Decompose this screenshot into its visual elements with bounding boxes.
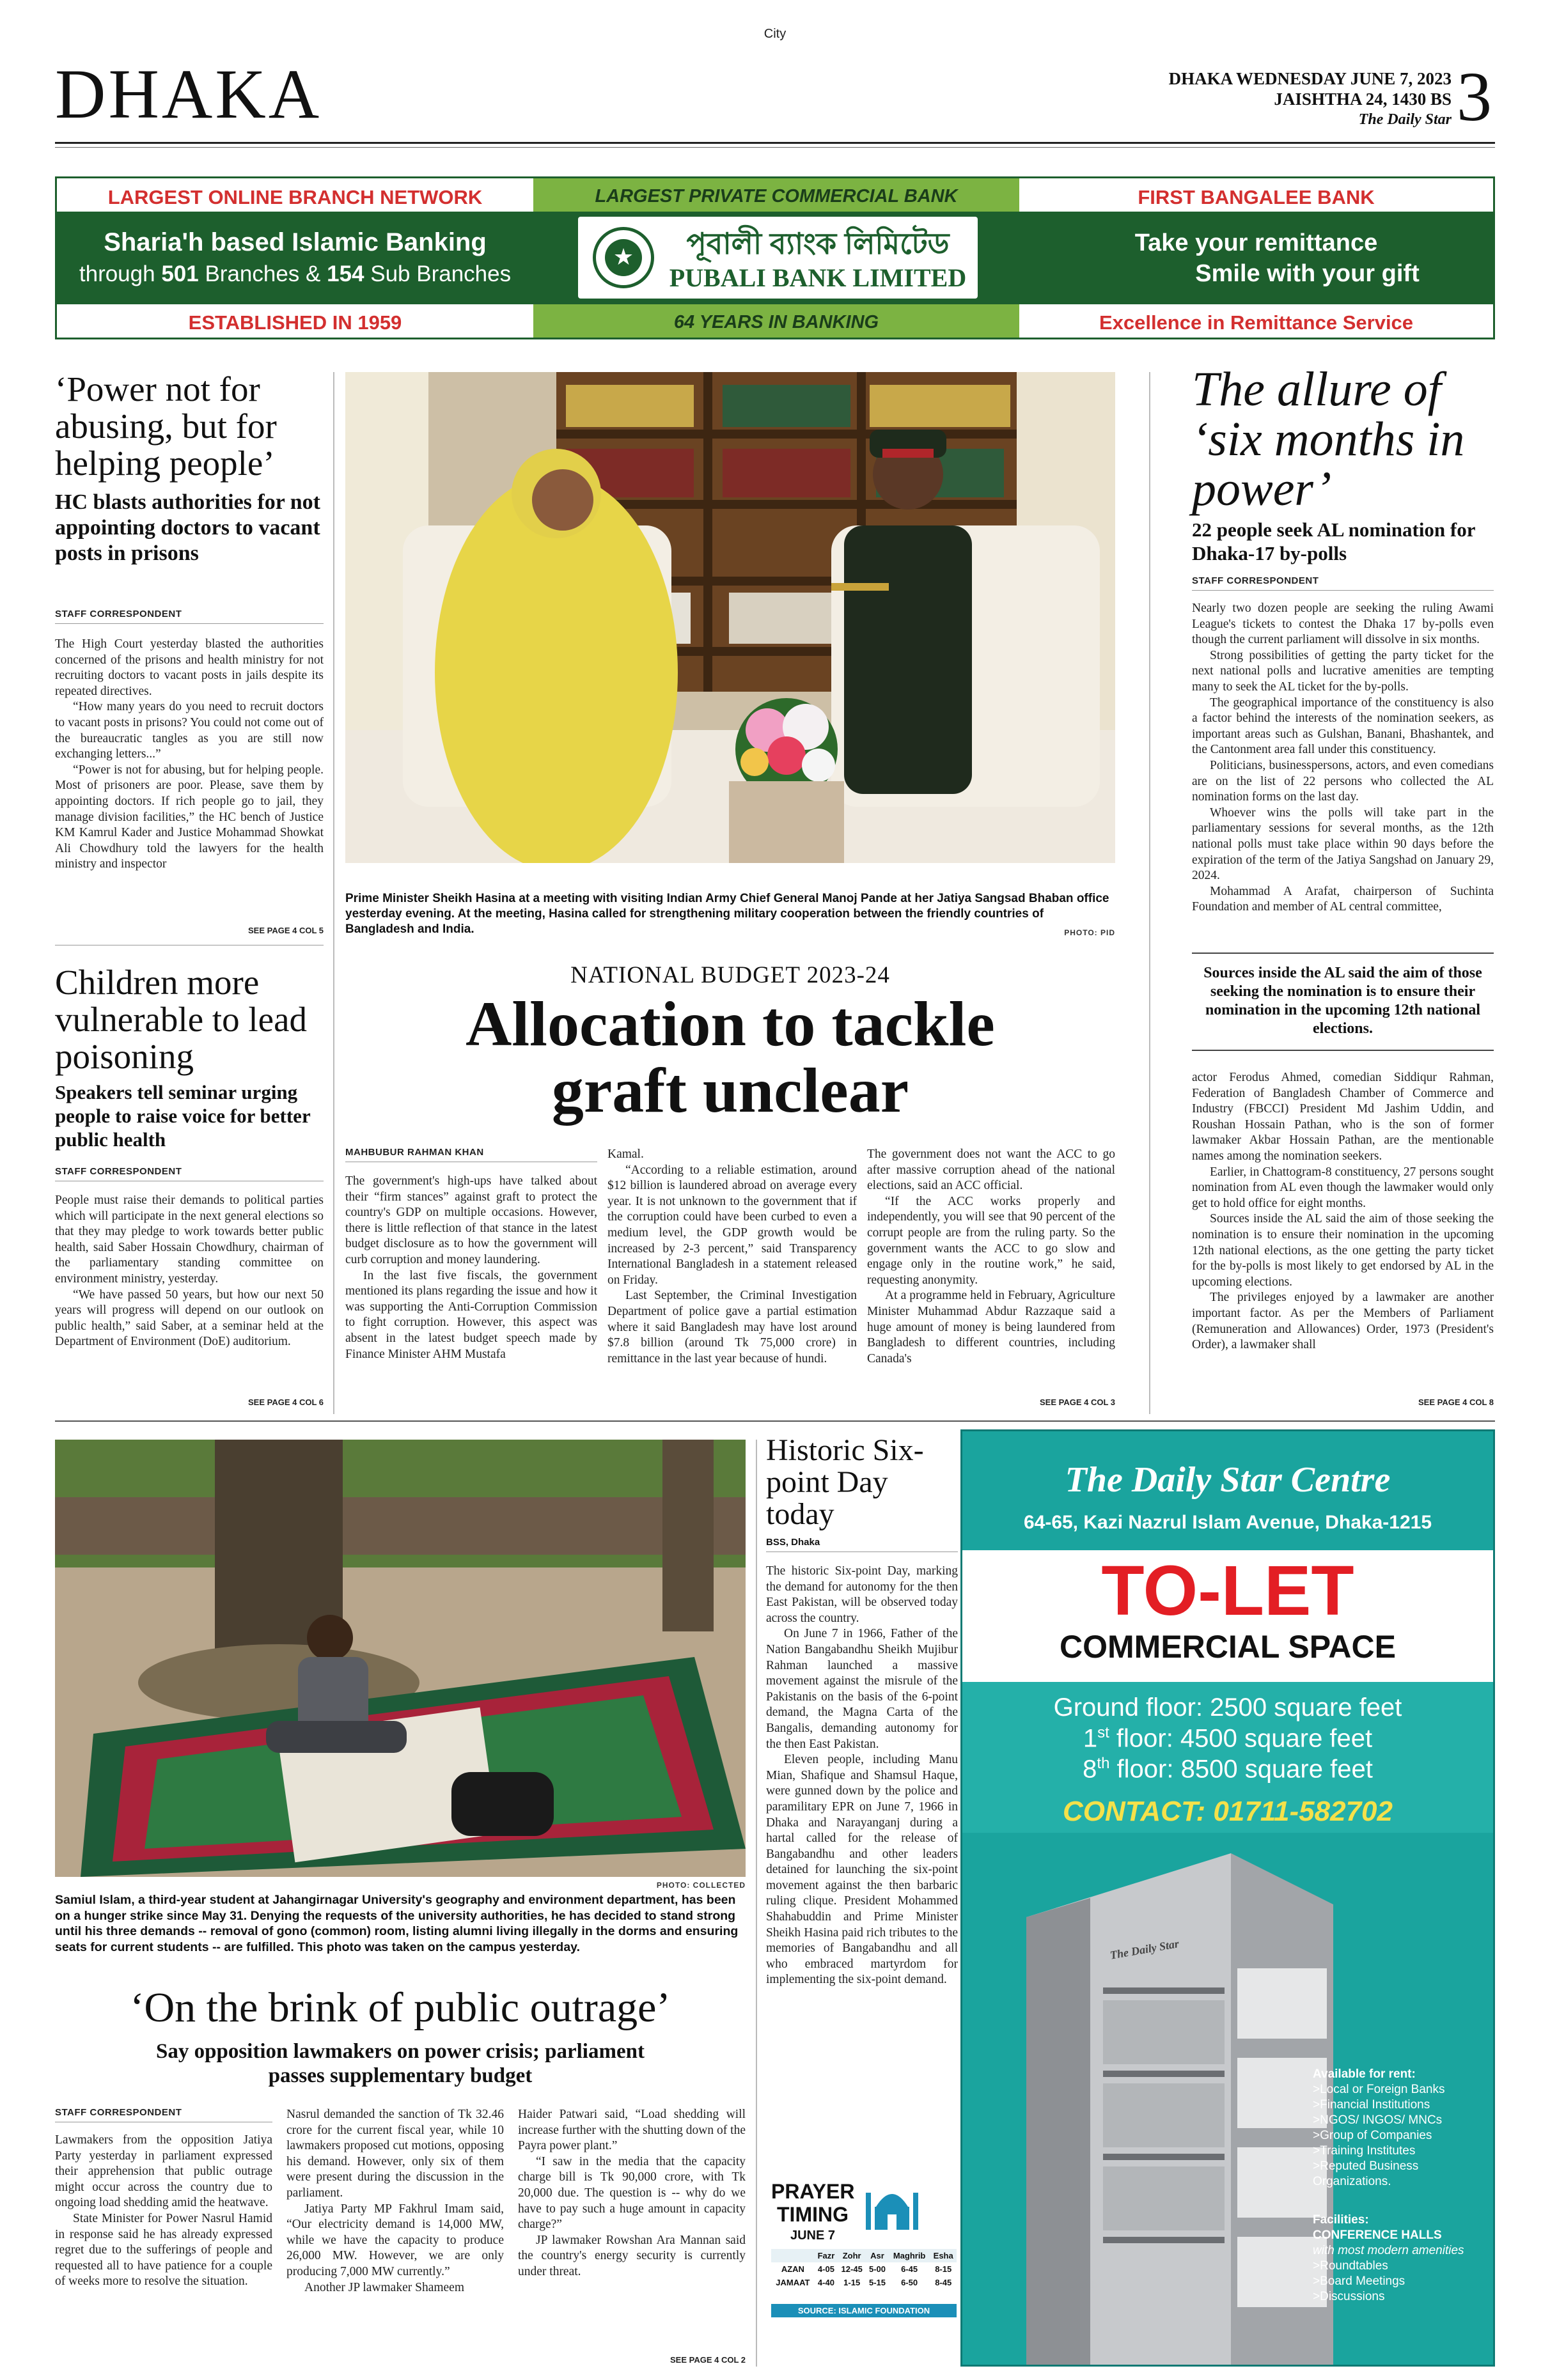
prayer-cell: Fazr [815, 2249, 838, 2262]
budget-byline: MAHBUBUR RAHMAN KHAN [345, 1147, 597, 1162]
outrage-jump[interactable]: SEE PAGE 4 COL 2 [669, 2355, 746, 2365]
prayer-cell [771, 2249, 815, 2262]
prayer-row-jamaat [771, 2276, 957, 2289]
prayer-row-heads [771, 2249, 957, 2262]
ad-top-right: FIRST BANGALEE BANK [1138, 186, 1375, 208]
al-jump[interactable]: SEE PAGE 4 COL 8 [1418, 1397, 1494, 1407]
outrage-col2: Nasrul demanded the sanction of Tk 32.46 crore for the current fiscal year, while 10 lawmakers proposed cut motions, opposing his demand. However, only six of them were present during the discussion in the parliament. Jatiya Party MP Fakhrul Imam said, “Our electricity demand is 14,000 MW, while we have the capacity to produce 26,000 MW. However, we are only producing 7,000 MW currently.” Another JP lawmaker Shameem [286, 2108, 504, 2294]
dsc-first: 1st floor: 4500 square feet [1083, 1724, 1373, 1753]
daily-star-centre-ad[interactable] [960, 1429, 1495, 2367]
ad-left-line1: Sharia'h based Islamic Banking [104, 228, 487, 256]
hc-body: The High Court yesterday blasted the authorities concerned of the prisons and health ministry for not recruiting doctors to vacant posts in jails despite its repeated directives. “How many years do you need to recruit doctors to vacant posts in prisons? You could not come out of the bureaucratic tangles as you are still now exchanging letters...” “Power is not for abusing, but for helping people. Most of prisoners are poor. Please, save them by appointing doctors. If rich people go to jail, they manage division facilities,” the HC bench of Justice KM Kamrul Kader and Justice Mohammad Showkat Ali Chowdhury told the lawyers for the health ministry and inspector [55, 637, 324, 871]
prayer-row-azan [771, 2262, 957, 2276]
dsc-tolet: TO-LET [1101, 1552, 1354, 1630]
prayer-cell: Esha [930, 2249, 957, 2262]
prayer-table [771, 2249, 957, 2289]
dsc-facilities: Facilities: CONFERENCE HALLS with most modern amenities >Roundtables >Board Meetings >Discussions [1313, 2213, 1464, 2303]
main-photo [345, 372, 1115, 863]
budget-headline-l2: graft unclear [551, 1055, 909, 1126]
bank-name: PUBALI BANK LIMITED [669, 263, 967, 292]
building-illustration [988, 1840, 1346, 2365]
ad-top-center: LARGEST PRIVATE COMMERCIAL BANK [595, 186, 958, 206]
outrage-byline: STAFF CORRESPONDENT [55, 2107, 272, 2122]
pubali-bank-ad[interactable] [55, 176, 1495, 339]
sixpoint-headline: Historic Six-point Day today [766, 1433, 924, 1531]
budget-col2: Kamal. “According to a reliable estimation, around $12 billion is laundered abroad on average every year. It is not unknown to the government that if the corruption could have been curbed to even a medium level, the GDP growth would be increased by 2-3 percent,” said Transparency International Bangladesh in a statement released on Friday. Last September, the Criminal Investigation Department of police gave a partial estimation where it said Bangladesh may have lost around $7.8 billion (around Tk 75,000 crore) in remittance in the last year because of hundi. [607, 1147, 857, 1365]
dateline: DHAKA WEDNESDAY JUNE 7, 2023 [1168, 69, 1452, 88]
dsc-address: 64-65, Kazi Nazrul Islam Avenue, Dhaka-1215 [1023, 1512, 1432, 1533]
outrage-subhead-l2: passes supplementary budget [268, 2064, 533, 2087]
prayer-cell: Maghrib [889, 2249, 930, 2262]
main-photo-caption: Prime Minister Sheikh Hasina at a meeting with visiting Indian Army Chief General Manoj Pande at her Jatiya Sangsad Bhaban office yesterday evening. At the meeting, Hasina called for strengthening military cooperation between the friendly countries of Bangladesh and India. [345, 892, 1109, 936]
lead-jump[interactable]: SEE PAGE 4 COL 6 [247, 1397, 324, 1407]
prayer-cell: 1-15 [843, 2278, 861, 2287]
dsc-commercial: COMMERCIAL SPACE [1060, 1629, 1396, 1665]
hunger-strike-photo-art [55, 1440, 746, 1877]
building-sign: The Daily Star [1109, 1937, 1180, 1962]
dsc-ground: Ground floor: 2500 square feet [1053, 1693, 1402, 1722]
lead-headline: Children more vulnerable to lead poisoning [55, 963, 307, 1076]
al-pullquote: Sources inside the AL said the aim of those seeking the nomination is to ensure their nomination in the upcoming 12th national elections. [1203, 965, 1482, 1037]
ad-right-line1: Take your remittance [1134, 229, 1378, 256]
budget-col1: The government's high-ups have talked about their “firm stances” against graft to protect the country's GDP on multiple occasions. However, there is little reflection of that stance in the latest budget disclosure as to how the government will curb corruption and money laundering. In the last five fiscals, the government mentioned its plans regarding the issue and how it was supporting the Anti-Corruption Commission to fight corruption. However, this aspect was absent in the latest budget speech made by Finance Minister AHM Mustafa [345, 1174, 597, 1361]
prayer-cell: 8-15 [935, 2264, 952, 2274]
ad-bottom-center: 64 YEARS IN BANKING [673, 312, 879, 332]
al-byline: STAFF CORRESPONDENT [1192, 575, 1494, 591]
hc-headline: ‘Power not for abusing, but for helping people’ [55, 369, 277, 483]
dsc-contact[interactable]: CONTACT: 01711-582702 [1063, 1796, 1393, 1827]
hunger-photo-credit: PHOTO: COLLECTED [656, 1881, 746, 1890]
al-subhead: 22 people seek AL nomination for Dhaka-17 by-polls [1192, 518, 1475, 564]
budget-headline-l1: Allocation to tackle [466, 988, 995, 1059]
section-label: City [763, 27, 787, 41]
sixpoint-body: The historic Six-point Day, marking the demand for autonomy for the then East Pakistan, will be observed today across the country. On June 7 in 1966, Father of the Nation Bangabandhu Sheikh Mujibur Rahman launched a massive movement against the misrule of the Pakistanis on the basis of the 6-point demand, the Magna Carta of the Bangalis, demanding autonomy for the then East Pakistan. Eleven people, including Manu Mian, Shafique and Shamsul Haque, were gunned down by the police and paramilitary EPR on June 7, 1966 in Dhaka and Narayanganj during a hartal called for the release of Bangabandhu and other leaders detained for launching the six-point movement against the then barbaric ruling clique. President Mohammed Shahabuddin and Prime Minister Sheikh Hasina paid rich tributes to the memories of Bangabandhu and all who embraced martyrdom for implementing the six-point demand. [766, 1564, 958, 1987]
hunger-strike-photo [55, 1440, 746, 1877]
sixpoint-byline: BSS, Dhaka [766, 1537, 958, 1552]
prayer-cell: 5-00 [869, 2264, 886, 2274]
prayer-cell: 4-05 [817, 2264, 834, 2274]
prayer-date: JUNE 7 [790, 2228, 836, 2243]
prayer-title: PRAYER TIMING [771, 2180, 855, 2226]
outrage-headline: ‘On the brink of public outrage’ [130, 1984, 671, 2031]
page-number: 3 [1457, 58, 1492, 136]
pubali-logo-icon: ★ [593, 227, 654, 288]
page-title: DHAKA [55, 55, 322, 133]
lead-byline: STAFF CORRESPONDENT [55, 1166, 324, 1181]
pm-meeting-photo [345, 372, 1115, 863]
prayer-cell: 12-45 [841, 2264, 863, 2274]
prayer-cell: 4-40 [817, 2278, 834, 2287]
ad-left-line2: through 501 Branches & 154 Sub Branches [79, 261, 512, 286]
prayer-source: SOURCE: ISLAMIC FOUNDATION [771, 2304, 957, 2317]
prayer-cell: Zohr [838, 2249, 866, 2262]
ad-bottom-left: ESTABLISHED IN 1959 [188, 311, 402, 334]
ad-bottom-right: Excellence in Remittance Service [1099, 311, 1414, 334]
dsc-available: Available for rent: >Local or Foreign Banks >Financial Institutions >NGOS/ INGOS/ MNCs >Group of Companies >Training Institutes >Reputed Business Organizations. [1313, 2067, 1445, 2188]
bank-name-bangla: পূবালী ব্যাংক লিমিটেড [686, 227, 950, 260]
prayer-cell: 6-45 [901, 2264, 918, 2274]
al-body-a: Nearly two dozen people are seeking the ruling Awami League's tickets to contest the Dhaka 17 by-polls even though the current parliament will dissolve in six months. Strong possibilities of getting the party ticket for the next national polls and lucrative amenities are tempting many to seek the AL ticket for the by-polls. The geographical importance of the constituency is also a factor behind the interests of the nomination seekers, as important areas such as Gulshan, Banani, Bhashantek, and the Cantonment area fall under this constituency. Politicians, businesspersons, actors, and even comedians are on the list of 22 persons who collected the AL nomination forms on the last day. Whoever wins the polls will take part in the parliamentary sessions for several months, as the 12th national polls must take place within 90 days before the expiration of the term of the Jatiya Sangshad on January 29, 2024. Mohammad A Arafat, chairperson of Suchinta Foundation and member of AL central committee, [1192, 602, 1494, 914]
prayer-cell: 6-50 [901, 2278, 918, 2287]
paper-logo: The Daily Star [1358, 111, 1452, 128]
al-headline: The allure of ‘six months in power’ [1192, 362, 1465, 516]
hc-subhead: HC blasts authorities for not appointing doctors to vacant posts in prisons [55, 490, 320, 565]
ad-right-line2: Smile with your gift [1195, 260, 1420, 287]
prayer-cell: JAMAAT [776, 2278, 810, 2287]
dsc-brand: The Daily Star Centre [1065, 1460, 1391, 1500]
prayer-timing-box [766, 2175, 958, 2367]
outrage-col1: Lawmakers from the opposition Jatiya Party yesterday in parliament expressed their apprehension that public outrage might occur across the country due to ongoing load shedding amid the heatwave. State Minister for Power Nasrul Hamid in response said he has already expressed regret due to the sufferings of people and requested all to have patience for a couple of weeks more to resolve the situation. [55, 2133, 272, 2289]
main-photo-credit: PHOTO: PID [1064, 928, 1115, 937]
hc-byline: STAFF CORRESPONDENT [55, 609, 324, 624]
prayer-cell: 8-45 [935, 2278, 952, 2287]
outrage-subhead-l1: Say opposition lawmakers on power crisis; parliament [156, 2040, 645, 2063]
ad-top-left: LARGEST ONLINE BRANCH NETWORK [107, 186, 483, 208]
hunger-photo-caption: Samiul Islam, a third-year student at Jahangirnagar University's geography and environment department, has been on a hunger strike since May 31. Denying the requests of the university authorities, he has decided to stand strong until his three demands -- removal of gono (common) room, listing alumni living illegally in the dorms and ensuring seats for current students -- are fulfilled. This photo was taken on the campus yesterday. [55, 1893, 739, 1954]
dsc-eighth: 8th floor: 8500 square feet [1083, 1755, 1373, 1784]
budget-col3: The government does not want the ACC to go after massive corruption ahead of the national elections, said an ACC official. “If the ACC works properly and independently, you will see that 90 percent of the corrupt people are from the ruling party. So the government wants the ACC to go slow and engage only in the routine work,” he said, requesting anonymity. At a programme held in February, Agriculture Minister Muhammad Abdur Razzaque said a huge amount of money is being laundered from Bangladesh to different countries, including Canada's [867, 1147, 1115, 1365]
prayer-cell: Asr [866, 2249, 889, 2262]
hc-jump[interactable]: SEE PAGE 4 COL 5 [247, 926, 324, 935]
outrage-col3: Haider Patwari said, “Load shedding will increase further with the shutting down of the Payra power plant.” “I saw in the media that the capacity charge bill is Tk 90,000 crore, with Tk 20,000 due. The question is -- why do we have to pay such a huge amount in capacity charge?” JP lawmaker Rowshan Ara Mannan said the country's energy security is currently under threat. [518, 2108, 746, 2278]
al-body-b: actor Ferodus Ahmed, comedian Siddiqur Rahman, Federation of Bangladesh Chamber of Commerce and Industry (FBCCI) President Md Jashim Uddin, and Roushan Hossain Pathan, who is the son of former lawmaker Akbar Hossain Pathan, are the mentionable names among the nomination seekers. Earlier, in Chattogram-8 constituency, 27 persons sought nomination from AL even though the lawmaker would only get to hold office for eight months. Sources inside the AL said the aim of those seeking the nomination is to ensure their nomination in the upcoming 12th national elections, as the one getting the party ticket for the by-polls is most likely to get endorsed by AL in the upcoming elections. The privileges enjoyed by a lawmaker are another important factor. As per the Members of Parliament (Remuneration and Allowances) Order, 1973 (President's Order), a lawmaker shall [1192, 1071, 1494, 1352]
prayer-cell: 5-15 [869, 2278, 886, 2287]
budget-kicker: NATIONAL BUDGET 2023-24 [570, 962, 890, 988]
lead-subhead: Speakers tell seminar urging people to raise voice for better public health [55, 1081, 311, 1151]
budget-jump[interactable]: SEE PAGE 4 COL 3 [1039, 1397, 1115, 1407]
prayer-cell: AZAN [781, 2264, 804, 2274]
lead-body: People must raise their demands to political parties which will participate in the next general elections so that they may pledge to work towards better public health, said Saber Hossain Chowdhury, chairman of the parliamentary standing committee on environment ministry, yesterday. “We have passed 50 years, but how our next 50 years will progress will depend on our outlook on public health,” said Saber, at a seminar held at the Department of Environment (DoE) auditorium. [55, 1194, 324, 1349]
bangla-date: JAISHTHA 24, 1430 BS [1274, 89, 1452, 109]
mosque-icon [863, 2181, 921, 2232]
